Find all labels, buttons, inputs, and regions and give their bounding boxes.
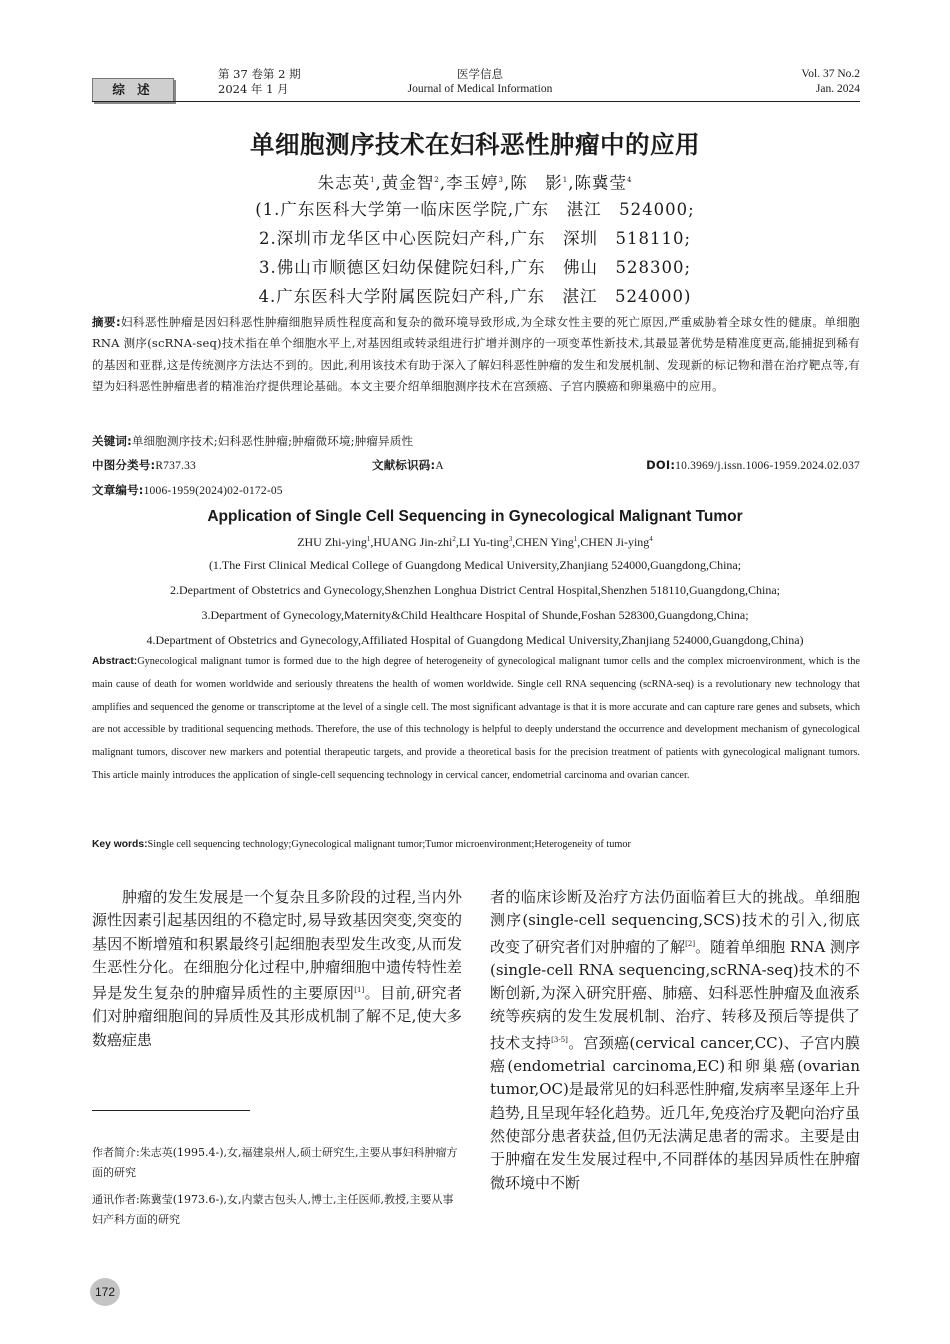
author-sup: 3 xyxy=(508,535,513,543)
keywords-en-label: Key words: xyxy=(92,839,148,850)
doi-label: DOI: xyxy=(646,458,676,472)
body-right-column xyxy=(490,886,860,1195)
journal-cn: 医学信息 xyxy=(457,67,503,81)
author-sup: 3 xyxy=(498,176,504,184)
author-name: 朱志英 xyxy=(317,173,371,193)
author-name: ,CHEN Ji-ying xyxy=(577,535,650,549)
author-sup: 2 xyxy=(434,176,440,184)
author-sup: 1 xyxy=(562,176,569,184)
author-sup: 4 xyxy=(626,176,633,184)
citation: [1] xyxy=(354,986,365,995)
authors-cn xyxy=(0,168,950,196)
abstract-cn-label: 摘要: xyxy=(92,315,121,329)
authors-en xyxy=(0,535,950,550)
author-name: ,CHEN Ying xyxy=(512,535,574,549)
author-sup: 4 xyxy=(649,535,653,543)
author-name: ZHU Zhi-ying xyxy=(297,535,367,549)
doc-label: 文献标识码: xyxy=(372,458,436,472)
doi-value: 10.3969/j.issn.1006-1959.2024.02.037 xyxy=(675,460,860,472)
abstract-en-text: Gynecological malignant tumor is formed due to the high degree of heterogeneity of gynecological malignant tumor cells and the complex microenvironment, which is the main cause of death for women worldwide and seriously threatens the health of women worldwide. Single cell RNA sequencing (scRNA-seq) is a revolutionary new technology that amplifies and sequenced the genome or transcriptome at the level of a single cell. The most significant advantage is that it is more accurate and can capture rare genes and subsets, which are not accessible by traditional sequencing methods. Therefore, the use of this technology is helpful to deeply understand the occurrence and development mechanism of gynecological malignant tumors, discover new markers and potential therapeutic targets, and provide a theoretical basis for the precision treatment of patients with gynecological malignant tumors. This article mainly introduces the application of single-cell sequencing technology in cervical cancer, endometrial carcinoma and ovarian cancer. xyxy=(92,656,860,781)
affiliation-cn: 4.广东医科大学附属医院妇产科,广东 湛江 524000) xyxy=(258,287,692,306)
citation: [2] xyxy=(685,939,696,948)
author-name: ,李玉婷 xyxy=(439,173,499,193)
affiliation-en: (1.The First Clinical Medical College of Guangdong Medical University,Zhanjiang 524000,Guangdong,China; xyxy=(208,558,742,572)
body-text: 。目前,研究者们对肿瘤细胞间的异质性及其形成机制了解不足,使大多数癌症患 xyxy=(92,984,462,1049)
keywords-cn-text: 单细胞测序技术;妇科恶性肿瘤;肿瘤微环境;肿瘤异质性 xyxy=(131,434,414,448)
journal-name xyxy=(380,67,580,97)
citation: [3-5] xyxy=(551,1035,568,1044)
author-name: ,陈冀莹 xyxy=(568,173,627,193)
affiliation-cn: 3.佛山市顺德区妇幼保健院妇科,广东 佛山 528300; xyxy=(258,258,692,277)
body-text: 。宫颈癌(cervical cancer,CC)、子宫内膜癌(endometrial carcinoma,EC)和卵巢癌(ovarian tumor,OC)是最常见的妇科恶性肿瘤,发病率呈逐年上升趋势,且呈现年轻化趋势。近几年,免疫治疗及靶向治疗虽然使部分患者获益,但仍无法满足患者的需求。主要是由于肿瘤在发生发展过程中,不同群体的基因异质性在肿瘤微环境中不断 xyxy=(490,1033,860,1192)
volume-cn: 第 37 卷第 2 期 xyxy=(218,67,301,81)
affiliation-en: 2.Department of Obstetrics and Gynecology,Shenzhen Longhua District Central Hospital,Shenzhen 518110,Guangdong,China; xyxy=(170,583,780,597)
clc-value: R737.33 xyxy=(155,460,197,472)
article-value: 1006-1959(2024)02-0172-05 xyxy=(143,485,283,497)
affiliation-cn: 2.深圳市龙华区中心医院妇产科,广东 深圳 518110; xyxy=(258,229,692,248)
date-en: Jan. 2024 xyxy=(815,83,860,95)
body-text: 肿瘤的发生发展是一个复杂且多阶段的过程,当内外源性因素引起基因组的不稳定时,易导致基因突变,突变的基因不断增殖和积累最终引起细胞表型发生改变,从而发生恶性分化。在细胞分化过程中,肿瘤细胞中遗传特性差异是发生复杂的肿瘤异质性的主要原因 xyxy=(92,888,462,1003)
body-text: 者的临床诊断及治疗方法仍面临着巨大的挑战。单细胞测序(single-cell sequencing,SCS)技术的引入,彻底改变了研究者们对肿瘤的了解 xyxy=(490,888,860,956)
abstract-cn-text: 妇科恶性肿瘤是因妇科恶性肿瘤细胞异质性程度高和复杂的微环境导致形成,为全球女性主要的死亡原因,严重威胁着全球女性的健康。单细胞 RNA 测序(scRNA-seq)技术指在单个细胞水平上,对基因组或转录组进行扩增并测序的一项变革性新技术,其最显著优势是精准度更高,能捕捉到稀有的基因和亚群,这是传统测序方法达不到的。因此,利用该技术有助于深入了解妇科恶性肿瘤的发生和发展机制、发现新的标记物和潜在治疗靶点等,有望为妇科恶性肿瘤患者的精准治疗提供理论基础。本文主要介绍单细胞测序技术在宫颈癌、子宫内膜癌和卵巢癌中的应用。 xyxy=(92,315,860,393)
keywords-en xyxy=(92,834,860,857)
author-sup: 2 xyxy=(452,535,456,543)
author-sup: 1 xyxy=(366,535,371,543)
volume-en: Vol. 37 No.2 xyxy=(801,68,860,80)
author-name: ,LI Yu-ting xyxy=(455,535,509,549)
issue-info-cn xyxy=(218,67,301,97)
author-name: ,HUANG Jin-zhi xyxy=(370,535,453,549)
keywords-cn-label: 关键词: xyxy=(92,434,132,448)
section-badge: 综 述 xyxy=(92,78,174,102)
author-sup: 1 xyxy=(370,176,376,184)
abstract-cn xyxy=(92,312,860,397)
author-name: ,黄金智 xyxy=(375,173,435,193)
doi xyxy=(604,455,860,477)
page-title-en: Application of Single Cell Sequencing in Gynecological Malignant Tumor xyxy=(207,508,743,525)
footnote-corresponding: 通讯作者:陈冀莹(1973.6-),女,内蒙古包头人,博士,主任医师,教授,主要从事妇产科方面的研究 xyxy=(92,1193,454,1226)
author-name: ,陈 影 xyxy=(503,173,563,193)
article-label: 文章编号: xyxy=(92,483,144,497)
page-title-cn: 单细胞测序技术在妇科恶性肿瘤中的应用 xyxy=(250,130,700,159)
keywords-en-text: Single cell sequencing technology;Gynecological malignant tumor;Tumor microenvironment;Heterogeneity of tumor xyxy=(147,839,631,850)
affiliation-en: 4.Department of Obstetrics and Gynecology,Affiliated Hospital of Guangdong Medical University,Zhanjiang 524000,Guangdong,China) xyxy=(146,633,804,647)
footnote-author-intro: 作者简介:朱志英(1995.4-),女,福建泉州人,硕士研究生,主要从事妇科肿瘤方面的研究 xyxy=(92,1146,458,1179)
footnote-rule xyxy=(92,1110,250,1111)
body-text: 。随着单细胞 RNA 测序(single-cell RNA sequencing,scRNA-seq)技术的不断创新,为深入研究肝癌、肺癌、妇科恶性肿瘤及血液系统等疾病的发生发展机制、治疗、转移及预后等提供了技术支持 xyxy=(490,937,860,1052)
journal-en: Journal of Medical Information xyxy=(407,83,553,95)
header-rule xyxy=(92,101,860,102)
issue-info-en xyxy=(801,67,860,97)
date-cn: 2024 年 1 月 xyxy=(218,82,289,96)
keywords-cn xyxy=(92,431,860,452)
affiliation-cn: (1.广东医科大学第一临床医学院,广东 湛江 524000; xyxy=(255,200,695,219)
doc-value: A xyxy=(435,460,444,472)
abstract-en-label: Abstract: xyxy=(92,656,138,667)
article-number xyxy=(92,480,860,502)
page-number: 172 xyxy=(90,1278,120,1306)
body-left-column xyxy=(92,886,462,1052)
doc-code xyxy=(372,455,572,477)
author-sup: 1 xyxy=(573,535,578,543)
affiliation-en: 3.Department of Gynecology,Maternity&Child Healthcare Hospital of Shunde,Foshan 528300,Guangdong,China; xyxy=(201,608,749,622)
abstract-en xyxy=(92,651,860,788)
clc-label: 中图分类号: xyxy=(92,458,156,472)
